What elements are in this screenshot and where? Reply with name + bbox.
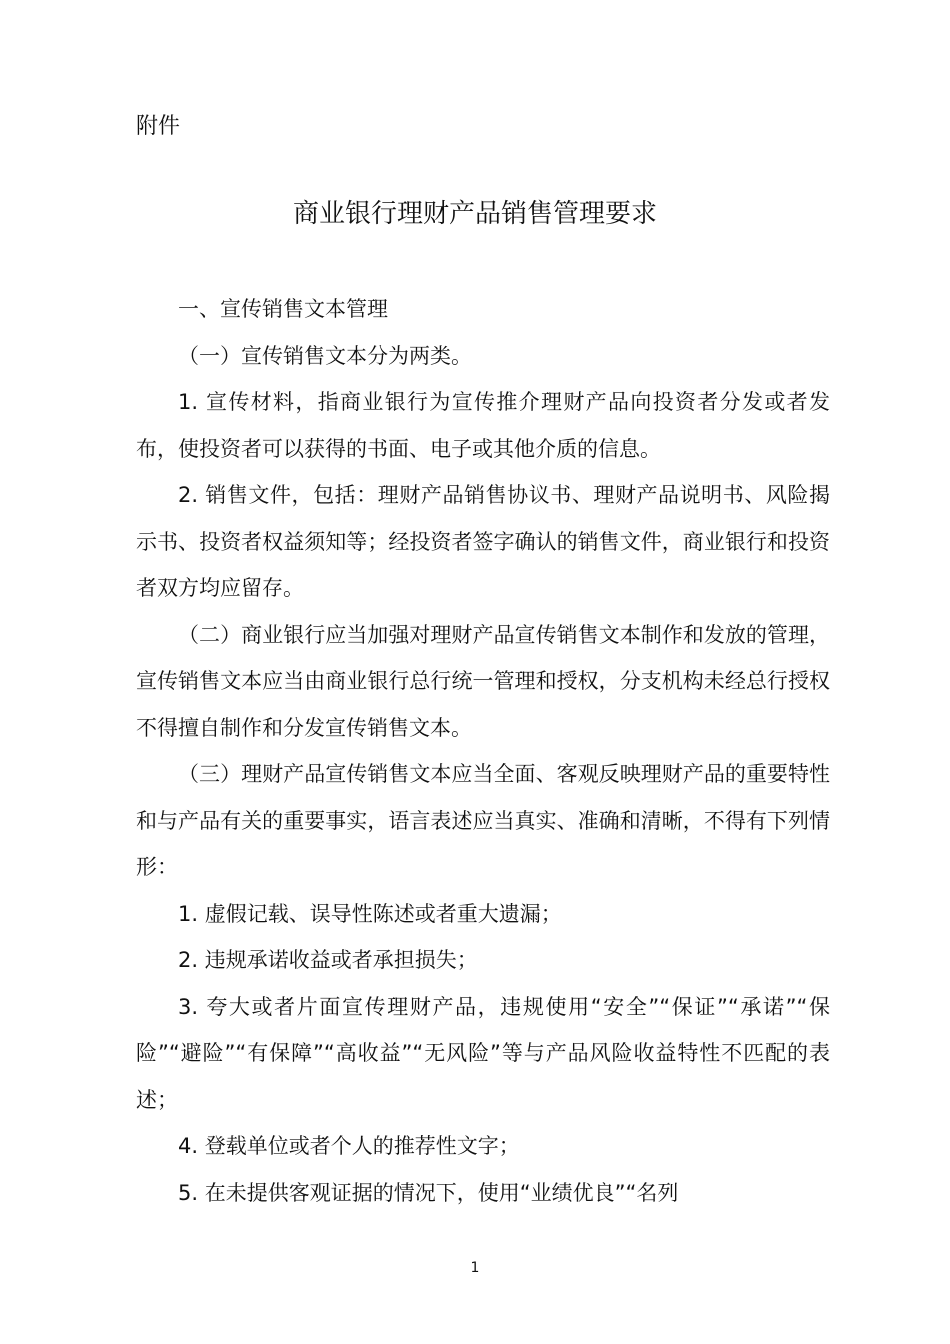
list-item: 4. 登载单位或者个人的推荐性文字；: [178, 1134, 520, 1158]
list-item: 2. 违规承诺收益或者承担损失；: [178, 948, 478, 972]
list-item: 3. 夸大或者片面宣传理财产品，违规使用“安全”“保证”“承诺”“保险”“避险”“有保障”“高收益”“无风险”等与产品风险收益特性不匹配的表述；: [136, 994, 830, 1112]
section-heading: 一、宣传销售文本管理: [178, 297, 388, 321]
paragraph: （二）商业银行应当加强对理财产品宣传销售文本制作和发放的管理，宣传销售文本应当由商业银行总行统一管理和授权，分支机构未经总行授权不得擅自制作和分发宣传销售文本。: [136, 622, 830, 740]
page-number: 1: [470, 1260, 480, 1276]
document-title: 商业银行理财产品销售管理要求: [292, 199, 657, 229]
attachment-label: 附件: [136, 114, 181, 139]
subsection-heading: （一）宣传销售文本分为两类。: [178, 343, 472, 368]
document-body: [136, 286, 830, 1216]
paragraph: （三）理财产品宣传销售文本应当全面、客观反映理财产品的重要特性和与产品有关的重要事实，语言表述应当真实、准确和清晰，不得有下列情形：: [136, 762, 830, 879]
paragraph: 2. 销售文件，包括：理财产品销售协议书、理财产品说明书、风险揭示书、投资者权益须知等；经投资者签字确认的销售文件，商业银行和投资者双方均应留存。: [136, 483, 830, 600]
paragraph: 1. 宣传材料，指商业银行为宣传推介理财产品向投资者分发或者发布，使投资者可以获得的书面、电子或其他介质的信息。: [136, 390, 830, 461]
list-item: 1. 虚假记载、误导性陈述或者重大遗漏；: [178, 901, 562, 926]
list-item: 5. 在未提供客观证据的情况下，使用“业绩优良”“名列: [178, 1180, 679, 1205]
